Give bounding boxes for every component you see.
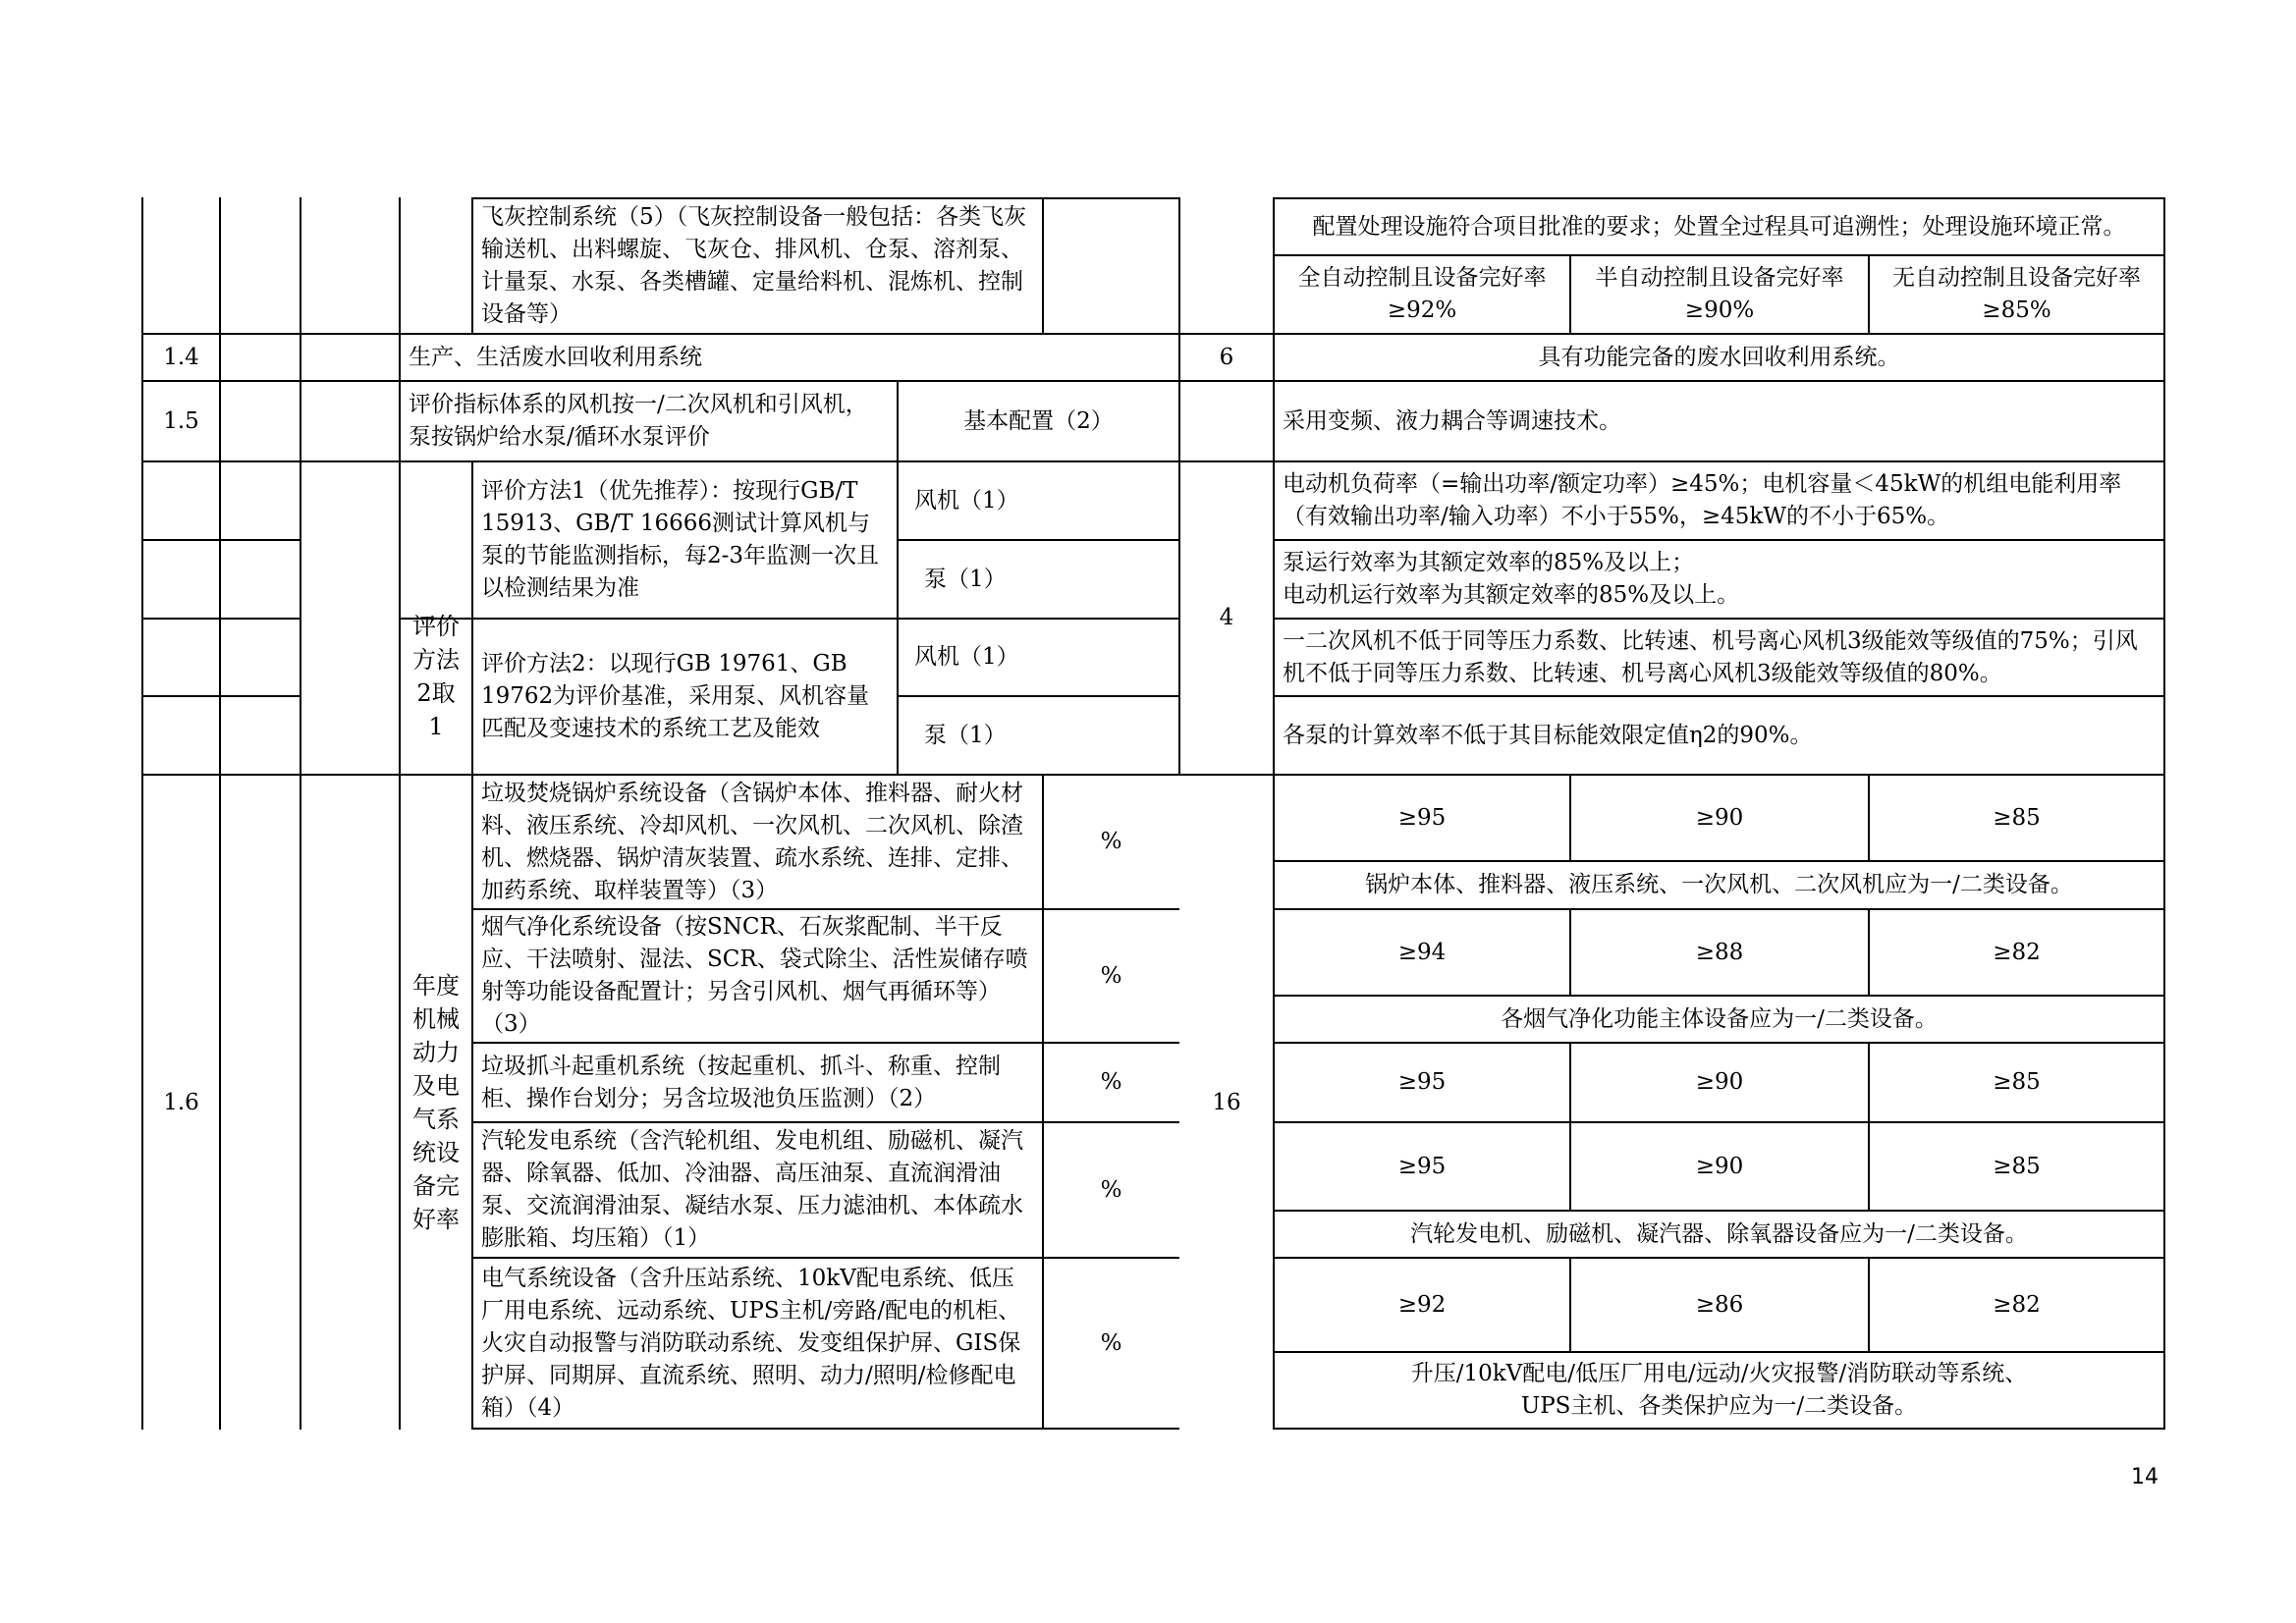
equipment-item-note: 锅炉本体、推料器、液压系统、一次风机、二次风机应为一/二类设备。 — [1365, 872, 2073, 897]
row-1-6-no: 1.6 — [163, 1089, 199, 1115]
grade-1-value: ≥95 — [1397, 804, 1447, 831]
row-1-4-item: 生产、生活废水回收利用系统 — [409, 344, 702, 370]
row-1-5-unit: 基本配置（2） — [963, 407, 1114, 434]
flyash-grade-3: 无自动控制且设备完好率≥85% — [1892, 265, 2141, 323]
equipment-item-name: 电气系统设备（含升压站系统、10kV配电系统、低压厂用电系统、远动系统、UPS主机/旁路/配电的机柜、火灾自动报警与消防联动系统、发变组保护屏、GIS保护屏、同期屏、直流系统、照明、动力/照明/检修配电箱）（4） — [481, 1265, 1021, 1421]
equipment-item-unit: % — [1100, 1176, 1122, 1203]
equipment-item-unit: % — [1100, 829, 1122, 854]
equipment-item-name: 垃圾焚烧锅炉系统设备（含锅炉本体、推料器、耐火材料、液压系统、冷却风机、一次风机、二次风机、除渣机、燃烧器、锅炉清灰装置、疏水系统、连排、定排、加药系统、取样装置等）（3） — [481, 780, 1023, 903]
grade-1-value: ≥95 — [1397, 1153, 1447, 1179]
row-1-6-category: 年度机械动力及电气系统设备完好率 — [412, 972, 460, 1233]
flyash-grade-1: 全自动控制且设备完好率≥92% — [1297, 265, 1547, 323]
equipment-item-name: 垃圾抓斗起重机系统（按起重机、抓斗、称重、控制柜、操作台划分；另含垃圾池负压监测）（2） — [481, 1053, 1001, 1111]
row-1-4-score: 6 — [1219, 344, 1234, 370]
row-1-4-requirement: 具有功能完备的废水回收利用系统。 — [1538, 344, 1900, 370]
method-2-fan: 风机（1） — [914, 644, 1019, 670]
grade-1-value: ≥94 — [1397, 939, 1447, 965]
method-2-description: 评价方法2：以现行GB 19761、GB 19762为评价基准，采用泵、风机容量匹配及变速技术的系统工艺及能效 — [481, 651, 870, 741]
equipment-item-unit: % — [1100, 962, 1122, 989]
flyash-requirement: 配置处理设施符合项目批准的要求；处置全过程具可追溯性；处理设施环境正常。 — [1312, 213, 2126, 240]
grade-3-value: ≥82 — [1993, 1291, 2041, 1318]
page-number: 14 — [2131, 1465, 2159, 1489]
req-method-1-fan: 电动机负荷率（=输出功率/额定功率）≥45%；电机容量＜45kW的机组电能利用率（有效输出功率/输入功率）不小于55%，≥45kW的不小于65%。 — [1283, 471, 2122, 529]
equipment-item-name: 烟气净化系统设备（按SNCR、石灰浆配制、半干反应、干法喷射、湿法、SCR、袋式除尘、活性炭储存喷射等功能设备配置计；另含引风机、烟气再循环等）（3） — [481, 914, 1028, 1037]
equipment-item-unit: % — [1100, 1329, 1122, 1356]
equipment-item-unit: % — [1100, 1069, 1122, 1095]
grade-2-value: ≥90 — [1695, 1069, 1744, 1095]
grade-3-value: ≥85 — [1993, 1153, 2041, 1179]
flyash-item: 飞灰控制系统（5）（飞灰控制设备一般包括：各类飞灰输送机、出料螺旋、飞灰仓、排风机、仓泵、溶剂泵、计量泵、水泵、各类槽罐、定量给料机、混炼机、控制设备等） — [481, 204, 1027, 327]
row-1-5-score: 4 — [1219, 605, 1234, 630]
grade-2-value: ≥90 — [1695, 804, 1744, 831]
equipment-item-note: 各烟气净化功能主体设备应为一/二类设备。 — [1501, 1005, 1938, 1032]
grade-2-value: ≥88 — [1695, 939, 1744, 965]
equipment-item-note: 汽轮发电机、励磁机、凝汽器、除氧器设备应为一/二类设备。 — [1410, 1220, 2028, 1247]
equipment-item-note: 升压/10kV配电/低压厂用电/远动/火灾报警/消防联动等系统、 UPS主机、各类保护应为一/二类设备。 — [1410, 1361, 2028, 1419]
method-1-pump: 泵（1） — [924, 566, 1007, 592]
row-1-4-no: 1.4 — [163, 344, 199, 370]
row-1-5-requirement: 采用变频、液力耦合等调速技术。 — [1283, 407, 1621, 434]
row-1-5-item: 评价指标体系的风机按一/二次风机和引风机，泵按锅炉给水泵/循环水泵评价 — [409, 392, 868, 450]
grade-2-value: ≥86 — [1695, 1291, 1744, 1318]
method-1-description: 评价方法1（优先推荐）：按现行GB/T 15913、GB/T 16666测试计算风机与泵的节能监测指标，每2-3年监测一次且以检测结果为准 — [481, 478, 880, 601]
req-method-2-fan: 一二次风机不低于同等压力系数、比转速、机号离心风机3级能效等级值的75%；引风机不低于同等压力系数、比转速、机号离心风机3级能效等级值的80%。 — [1283, 627, 2138, 686]
grade-3-value: ≥85 — [1993, 1069, 2041, 1095]
method-group-label: 评价方法2取1 — [412, 613, 460, 740]
flyash-grade-2: 半自动控制且设备完好率≥90% — [1595, 265, 1844, 323]
grade-3-value: ≥85 — [1993, 804, 2041, 831]
grade-2-value: ≥90 — [1695, 1153, 1744, 1179]
grade-1-value: ≥92 — [1397, 1291, 1447, 1318]
grade-3-value: ≥82 — [1993, 939, 2041, 965]
equipment-item-name: 汽轮发电系统（含汽轮机组、发电机组、励磁机、凝汽器、除氧器、低加、冷油器、高压油泵、直流润滑油泵、交流润滑油泵、凝结水泵、压力滤油机、本体疏水膨胀箱、均压箱）（1） — [481, 1128, 1023, 1251]
grade-1-value: ≥95 — [1397, 1069, 1447, 1095]
method-1-fan: 风机（1） — [914, 487, 1019, 514]
method-2-pump: 泵（1） — [924, 722, 1007, 748]
row-1-5-no: 1.5 — [163, 407, 199, 434]
row-1-6-score: 16 — [1212, 1089, 1241, 1115]
req-method-1-pump: 泵运行效率为其额定效率的85%及以上； 电动机运行效率为其额定效率的85%及以上。 — [1283, 550, 1740, 608]
req-method-2-pump: 各泵的计算效率不低于其目标能效限定值η2的90%。 — [1283, 722, 1813, 748]
